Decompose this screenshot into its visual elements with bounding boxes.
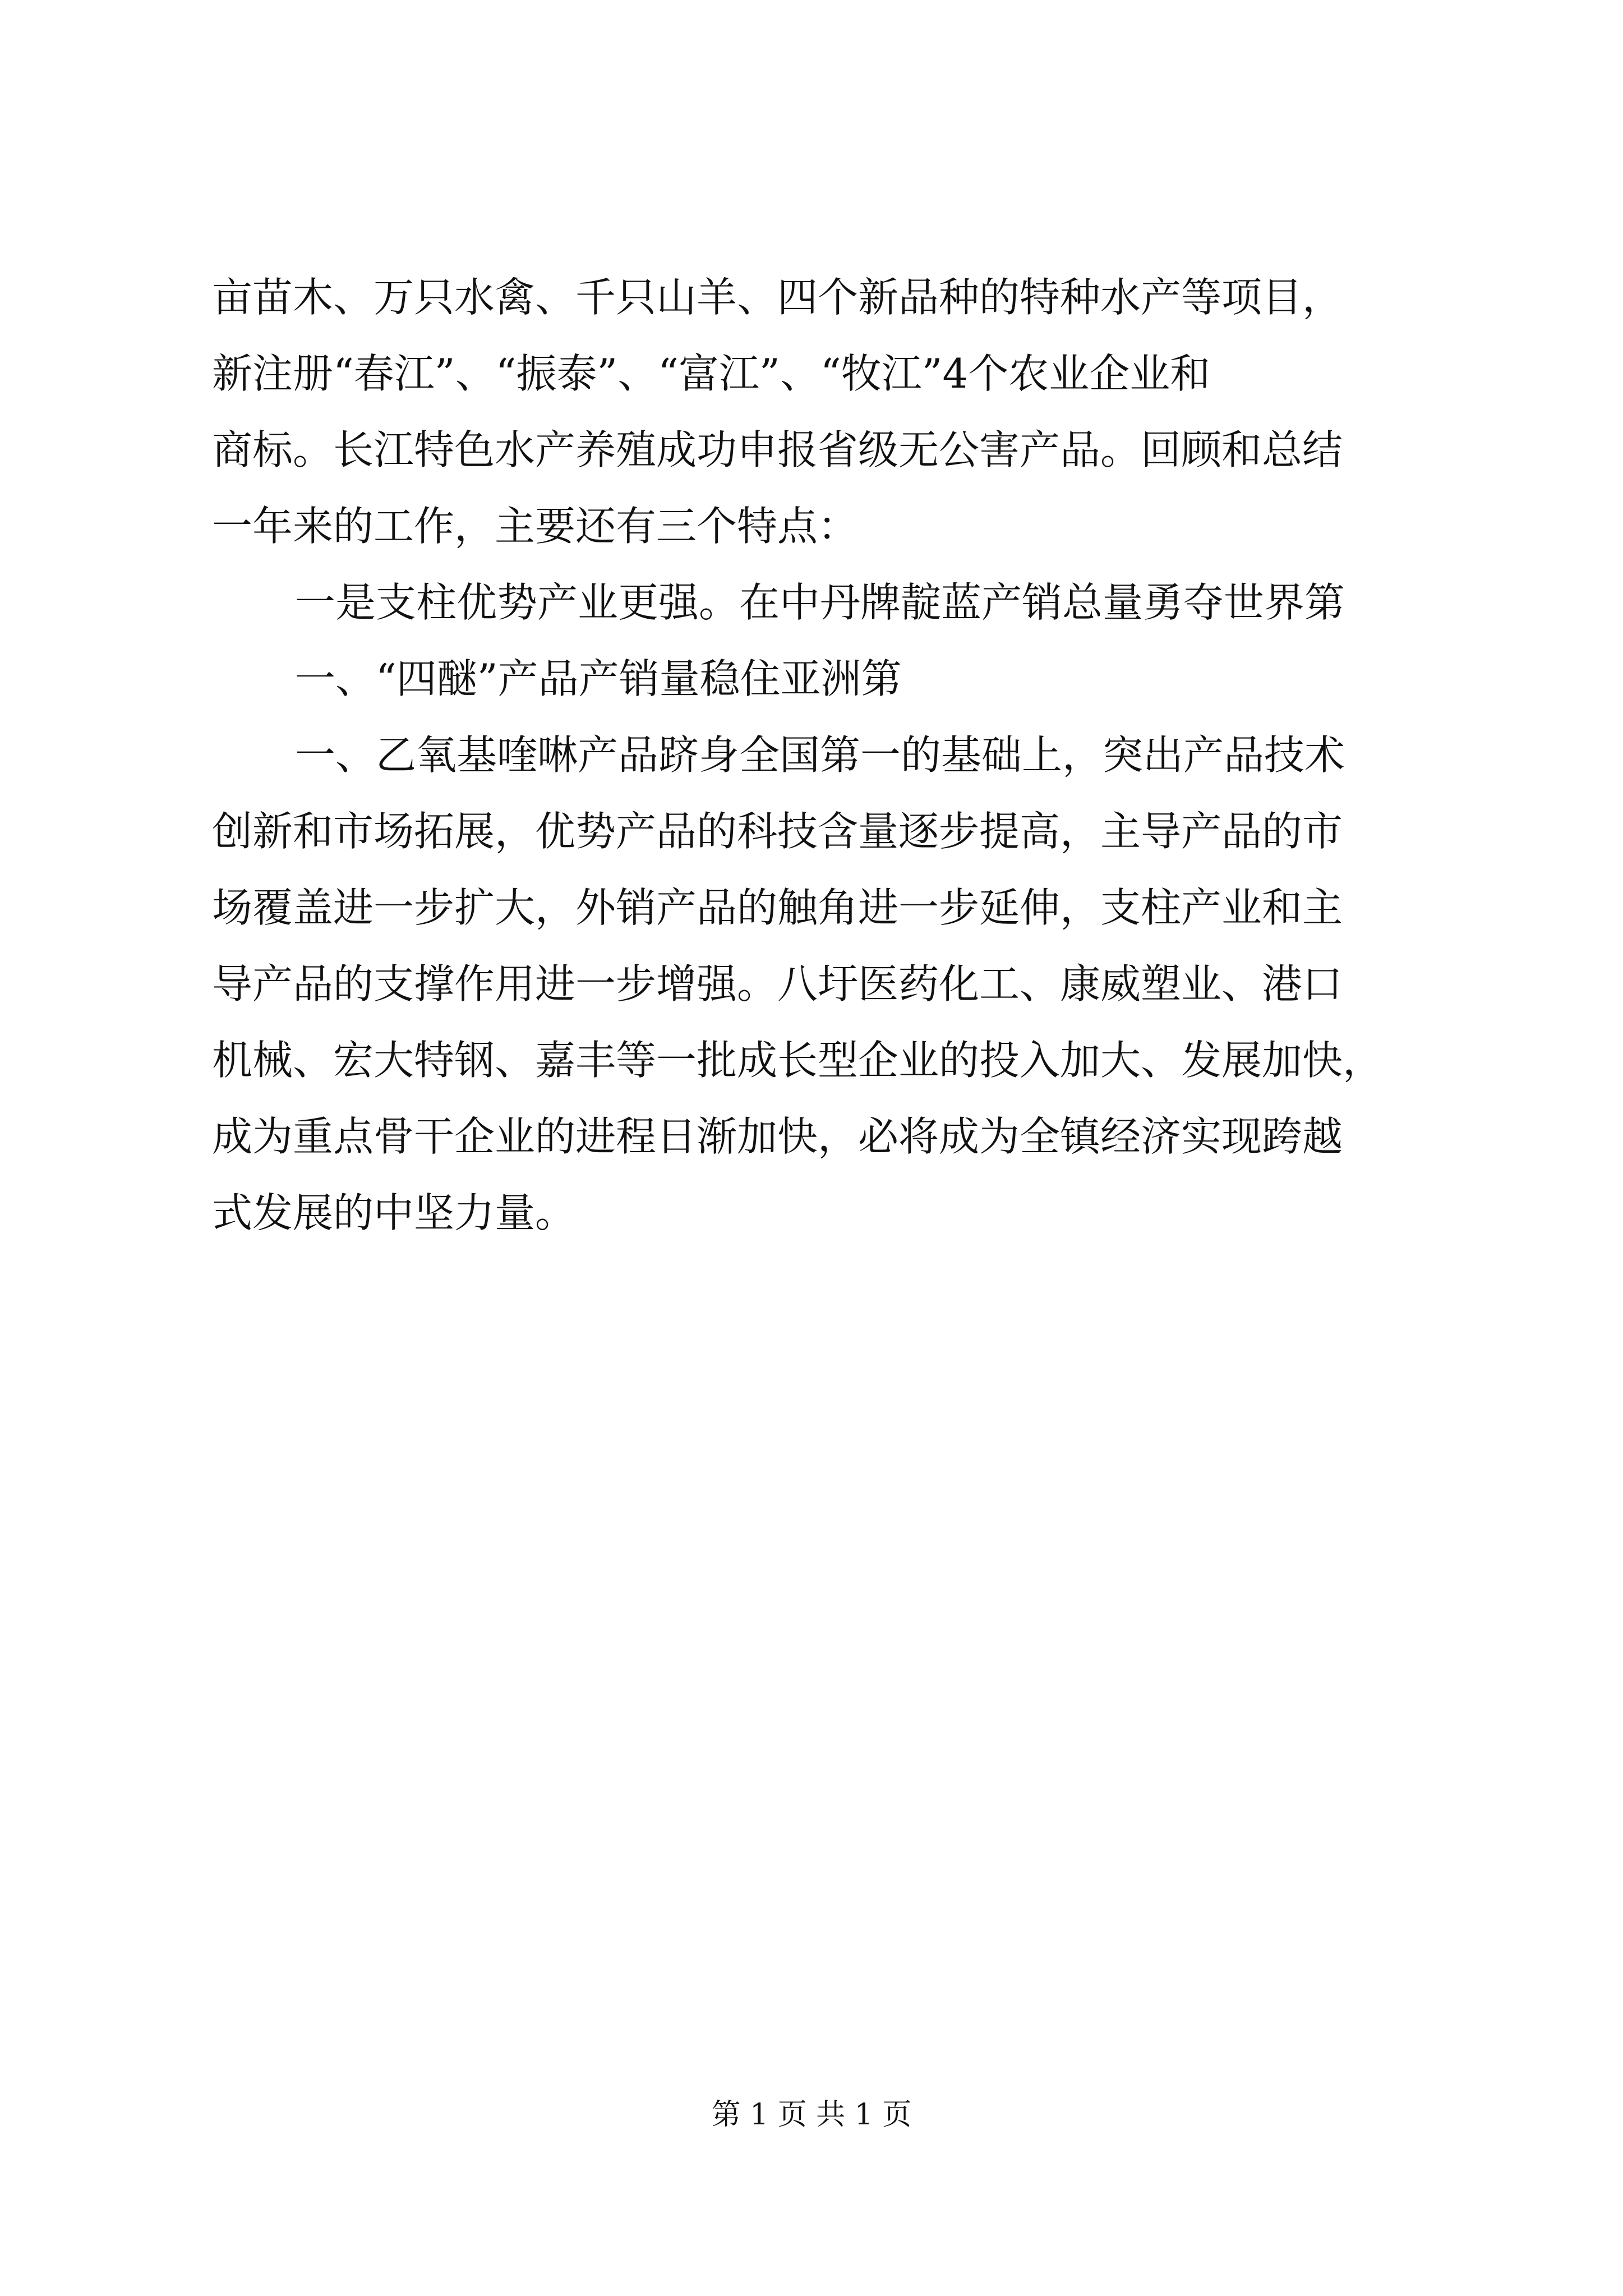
paragraph-line: 一是支柱优势产业更强。在中丹牌靛蓝产销总量勇夺世界第 <box>295 579 1345 626</box>
paragraph-line: 一、“四醚”产品产销量稳住亚洲第 <box>295 655 902 702</box>
paragraph-line: 亩苗木、万只水禽、千只山羊、四个新品种的特种水产等项目， <box>212 274 1343 321</box>
paragraph-line: 一年来的工作，主要还有三个特点： <box>212 503 859 550</box>
paragraph-line: 新注册“春江”、“振泰”、“富江”、“牧江”4个农业企业和 <box>212 350 1211 397</box>
paragraph-line: 创新和市场拓展，优势产品的科技含量逐步提高，主导产品的市 <box>212 808 1343 855</box>
page-footer: 第 1 页 共 1 页 <box>711 2098 912 2132</box>
paragraph-line: 商标。长江特色水产养殖成功申报省级无公害产品。回顾和总结 <box>212 426 1343 473</box>
paragraph-line: 式发展的中坚力量。 <box>212 1189 576 1236</box>
paragraph-line: 一、乙氧基喹啉产品跻身全国第一的基础上，突出产品技术 <box>295 731 1345 779</box>
paragraph-line: 导产品的支撑作用进一步增强。八圩医药化工、康威塑业、港口 <box>212 960 1343 1007</box>
body-text <box>212 259 1423 1251</box>
paragraph-line: 成为重点骨干企业的进程日渐加快，必将成为全镇经济实现跨越 <box>212 1113 1343 1160</box>
paragraph-line: 场覆盖进一步扩大，外销产品的触角进一步延伸，支柱产业和主 <box>212 884 1343 931</box>
paragraph-line: 机械、宏大特钢、嘉丰等一批成长型企业的投入加大、发展加快， <box>212 1037 1384 1084</box>
